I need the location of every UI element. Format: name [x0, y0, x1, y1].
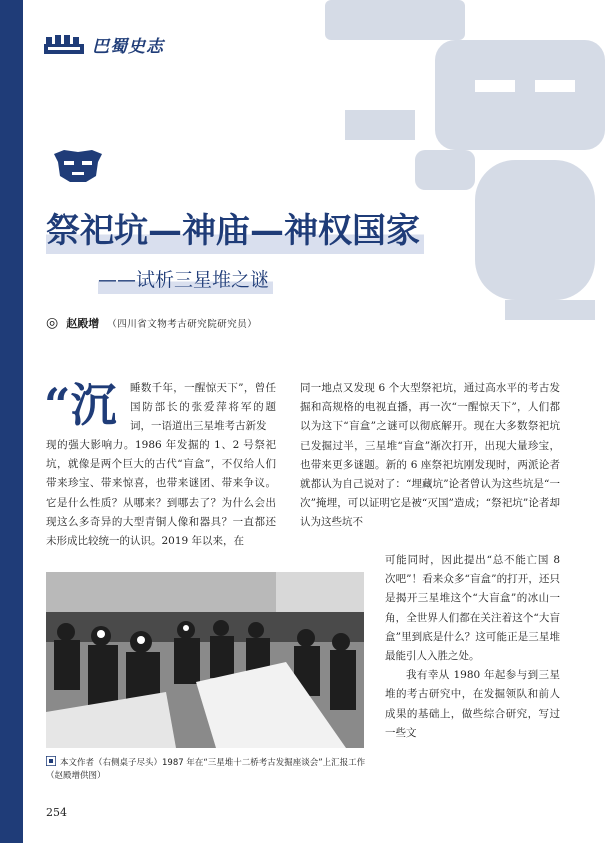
journal-brand: 巴蜀史志 — [92, 37, 164, 57]
bronze-head-icon — [50, 148, 106, 184]
meeting-photo-illustration — [46, 572, 364, 748]
caption-marker-icon — [46, 756, 56, 766]
paragraph-col2-top: 同一地点又发现 6 个大型祭祀坑，通过高水平的考古发掘和高规格的电视直播，再一次“一醒惊天下”，人们都以为这下“盲盒”之谜可以彻底解开。现在大多数祭祀坑已发掘过半，三星堆“盲盒”渐次打开，出现大量珍宝，也带来更多谜题。新的 6 座祭祀坑刚发现时，两派论者就都认为自己说对了：“埋藏坑”论者曾认为这些坑是“一次”掩埋，可以证明它是被“灭国”造成；“祭祀坑”论者却认为这些坑不 — [300, 382, 560, 529]
page-number: 254 — [46, 806, 67, 819]
photo-caption — [46, 756, 368, 783]
paragraph-col1-top: 睡数千年，一醒惊天下”，曾任国防部长的张爱萍将军的题词，一语道出三星堆考古新发 — [130, 382, 276, 433]
meeting-photo — [46, 572, 364, 748]
paragraph-col2-narrow-2: 我有幸从 1980 年起参与到三星堆的考古研究中，在发掘领队和前人成果的基础上，做些综合研究，写过一些文 — [385, 669, 560, 739]
bronze-mask-watermark-icon — [305, 0, 615, 320]
author-mark: ◎ — [46, 315, 59, 331]
paragraph-col2-narrow — [385, 551, 560, 743]
bronze-crown-icon — [42, 34, 86, 56]
paragraph-col2-narrow-1: 可能同时，因此提出“总不能亡国 8 次吧”！看来众多“盲盒”的打开，还只是揭开三星堆这个“大盲盒”的冰山一角，全世界人们都在关注着这个“大盲盒”里到底是什么？这可能正是三星堆最能引人入胜之处。 — [385, 554, 560, 663]
article-title: 祭祀坑—神庙—神权国家 — [46, 208, 424, 254]
drop-cap: “沉 — [44, 378, 117, 432]
journal-logo — [42, 32, 164, 57]
author-line — [46, 315, 257, 331]
paragraph-col1-main: 现的强大影响力。1986 年发掘的 1、2 号祭祀坑，就像是两个巨大的古代“盲盒”，不仅给人们带来珍宝、带来惊喜，也带来谜团、带来争议。它是什么性质？从哪来？到哪去了？为什么会出现这么多奇异的大型青铜人像和器具？一直都还未形成比较统一的认识。2019 年以来，在 — [46, 439, 276, 548]
author-name: 赵殿增 — [66, 317, 100, 330]
left-color-band — [0, 0, 23, 843]
photo-caption-text: 本文作者（右侧桌子尽头）1987 年在“三星堆十二桥考古发掘座谈会”上汇报工作（赵殿增供图） — [46, 758, 366, 781]
author-affiliation: （四川省文物考古研究院研究员） — [107, 319, 258, 330]
article-subtitle: ——试析三星堆之谜 — [98, 266, 273, 294]
